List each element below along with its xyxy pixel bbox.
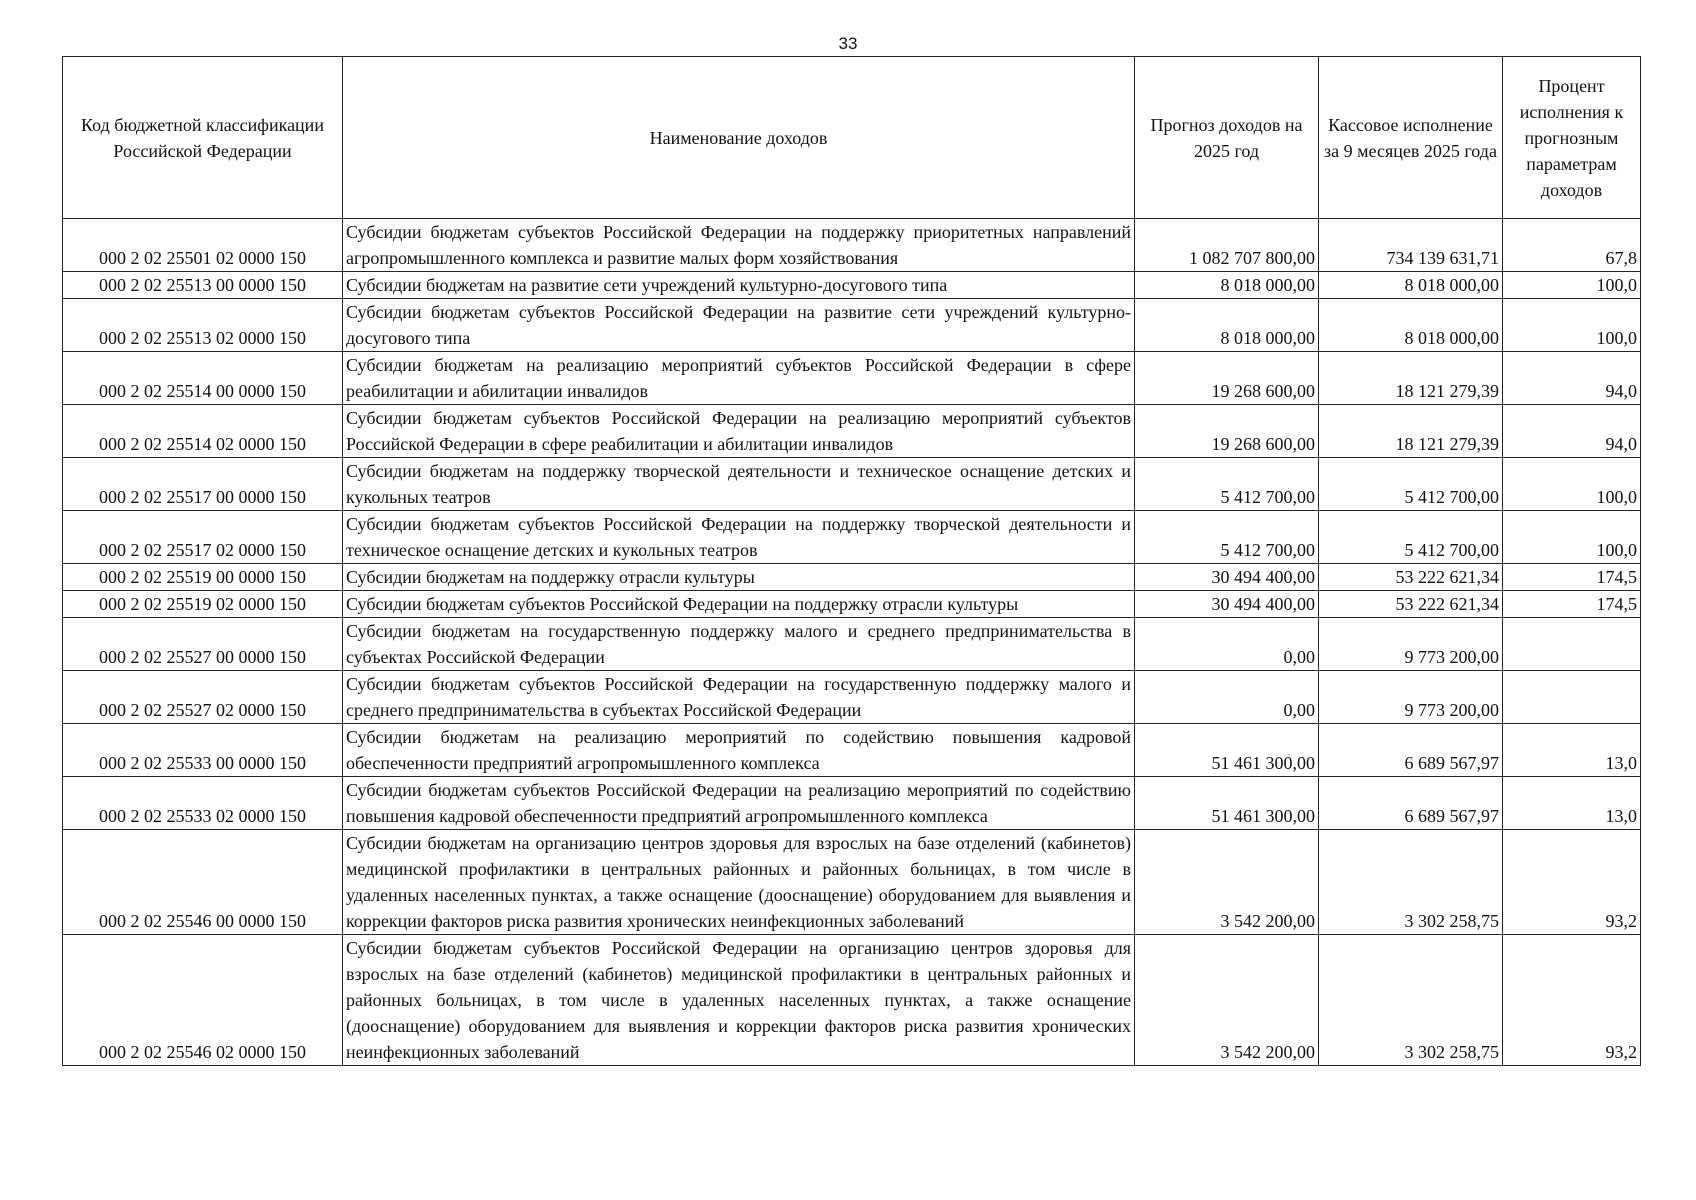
cell-code: 000 2 02 25519 00 0000 150 bbox=[63, 564, 343, 591]
cell-name: Субсидии бюджетам субъектов Российской Федерации на организацию центров здоровья для взрослых на базе отделений (кабинетов) медицинской профилактики в центральных районных и районных больницах, в том числе в удаленных населенных пунктах, а также оснащение (дооснащение) оборудованием для выявления и коррекции факторов риска развития хронических неинфекционных заболеваний bbox=[343, 935, 1135, 1066]
table-row bbox=[63, 564, 1641, 591]
cell-cash: 3 302 258,75 bbox=[1319, 935, 1503, 1066]
income-table bbox=[62, 56, 1641, 1066]
cell-percent: 174,5 bbox=[1503, 591, 1641, 618]
cell-cash: 5 412 700,00 bbox=[1319, 458, 1503, 511]
cell-name: Субсидии бюджетам на поддержку отрасли культуры bbox=[343, 564, 1135, 591]
cell-forecast: 8 018 000,00 bbox=[1135, 299, 1319, 352]
cell-percent: 100,0 bbox=[1503, 299, 1641, 352]
cell-name: Субсидии бюджетам субъектов Российской Федерации на реализацию мероприятий субъектов Российской Федерации в сфере реабилитации и абилитации инвалидов bbox=[343, 405, 1135, 458]
table-row bbox=[63, 219, 1641, 272]
cell-cash: 18 121 279,39 bbox=[1319, 352, 1503, 405]
cell-forecast: 19 268 600,00 bbox=[1135, 352, 1319, 405]
cell-code: 000 2 02 25546 02 0000 150 bbox=[63, 935, 343, 1066]
cell-name: Субсидии бюджетам на развитие сети учреждений культурно-досугового типа bbox=[343, 272, 1135, 299]
page-number: 33 bbox=[838, 34, 858, 53]
cell-code: 000 2 02 25527 02 0000 150 bbox=[63, 671, 343, 724]
table-header-row bbox=[63, 57, 1641, 219]
cell-name: Субсидии бюджетам субъектов Российской Федерации на развитие сети учреждений культурно-досугового типа bbox=[343, 299, 1135, 352]
cell-code: 000 2 02 25533 02 0000 150 bbox=[63, 777, 343, 830]
cell-name: Субсидии бюджетам субъектов Российской Федерации на поддержку отрасли культуры bbox=[343, 591, 1135, 618]
cell-code: 000 2 02 25533 00 0000 150 bbox=[63, 724, 343, 777]
cell-cash: 6 689 567,97 bbox=[1319, 777, 1503, 830]
cell-forecast: 0,00 bbox=[1135, 671, 1319, 724]
header-code: Код бюджетной классификации Российской Федерации bbox=[63, 57, 343, 219]
cell-percent: 94,0 bbox=[1503, 405, 1641, 458]
cell-name: Субсидии бюджетам субъектов Российской Федерации на поддержку приоритетных направлений агропромышленного комплекса и развитие малых форм хозяйствования bbox=[343, 219, 1135, 272]
cell-cash: 8 018 000,00 bbox=[1319, 272, 1503, 299]
cell-forecast: 3 542 200,00 bbox=[1135, 830, 1319, 935]
cell-cash: 8 018 000,00 bbox=[1319, 299, 1503, 352]
cell-cash: 53 222 621,34 bbox=[1319, 591, 1503, 618]
cell-name: Субсидии бюджетам на государственную поддержку малого и среднего предпринимательства в субъектах Российской Федерации bbox=[343, 618, 1135, 671]
table-row bbox=[63, 272, 1641, 299]
cell-percent bbox=[1503, 671, 1641, 724]
table-row bbox=[63, 458, 1641, 511]
cell-code: 000 2 02 25546 00 0000 150 bbox=[63, 830, 343, 935]
table-body bbox=[63, 219, 1641, 1066]
cell-name: Субсидии бюджетам на реализацию мероприятий по содействию повышения кадровой обеспеченности предприятий агропромышленного комплекса bbox=[343, 724, 1135, 777]
cell-forecast: 51 461 300,00 bbox=[1135, 777, 1319, 830]
cell-cash: 734 139 631,71 bbox=[1319, 219, 1503, 272]
cell-code: 000 2 02 25501 02 0000 150 bbox=[63, 219, 343, 272]
cell-name: Субсидии бюджетам субъектов Российской Федерации на поддержку творческой деятельности и техническое оснащение детских и кукольных театров bbox=[343, 511, 1135, 564]
header-name: Наименование доходов bbox=[343, 57, 1135, 219]
cell-code: 000 2 02 25517 02 0000 150 bbox=[63, 511, 343, 564]
cell-percent: 67,8 bbox=[1503, 219, 1641, 272]
table-row bbox=[63, 618, 1641, 671]
table-row bbox=[63, 935, 1641, 1066]
cell-code: 000 2 02 25514 02 0000 150 bbox=[63, 405, 343, 458]
cell-name: Субсидии бюджетам на поддержку творческой деятельности и техническое оснащение детских и кукольных театров bbox=[343, 458, 1135, 511]
cell-forecast: 0,00 bbox=[1135, 618, 1319, 671]
cell-forecast: 51 461 300,00 bbox=[1135, 724, 1319, 777]
cell-forecast: 8 018 000,00 bbox=[1135, 272, 1319, 299]
cell-code: 000 2 02 25517 00 0000 150 bbox=[63, 458, 343, 511]
table-row bbox=[63, 724, 1641, 777]
table-row bbox=[63, 511, 1641, 564]
header-percent: Процент исполнения к прогнозным параметрам доходов bbox=[1503, 57, 1641, 219]
table-row bbox=[63, 591, 1641, 618]
cell-cash: 9 773 200,00 bbox=[1319, 671, 1503, 724]
cell-cash: 18 121 279,39 bbox=[1319, 405, 1503, 458]
header-cash: Кассовое исполнение за 9 месяцев 2025 года bbox=[1319, 57, 1503, 219]
cell-name: Субсидии бюджетам субъектов Российской Федерации на реализацию мероприятий по содействию повышения кадровой обеспеченности предприятий агропромышленного комплекса bbox=[343, 777, 1135, 830]
cell-name: Субсидии бюджетам на организацию центров здоровья для взрослых на базе отделений (кабинетов) медицинской профилактики в центральных районных и районных больницах, в том числе в удаленных населенных пунктах, а также оснащение (дооснащение) оборудованием для выявления и коррекции факторов риска развития хронических неинфекционных заболеваний bbox=[343, 830, 1135, 935]
table-row bbox=[63, 299, 1641, 352]
table-row bbox=[63, 777, 1641, 830]
cell-percent: 93,2 bbox=[1503, 830, 1641, 935]
cell-forecast: 3 542 200,00 bbox=[1135, 935, 1319, 1066]
cell-code: 000 2 02 25527 00 0000 150 bbox=[63, 618, 343, 671]
table-row bbox=[63, 830, 1641, 935]
cell-percent: 94,0 bbox=[1503, 352, 1641, 405]
cell-forecast: 30 494 400,00 bbox=[1135, 591, 1319, 618]
table-row bbox=[63, 405, 1641, 458]
cell-percent: 13,0 bbox=[1503, 777, 1641, 830]
header-forecast: Прогноз доходов на 2025 год bbox=[1135, 57, 1319, 219]
cell-percent: 100,0 bbox=[1503, 458, 1641, 511]
table-row bbox=[63, 671, 1641, 724]
cell-percent bbox=[1503, 618, 1641, 671]
cell-forecast: 19 268 600,00 bbox=[1135, 405, 1319, 458]
cell-cash: 9 773 200,00 bbox=[1319, 618, 1503, 671]
cell-percent: 93,2 bbox=[1503, 935, 1641, 1066]
cell-code: 000 2 02 25513 00 0000 150 bbox=[63, 272, 343, 299]
cell-forecast: 1 082 707 800,00 bbox=[1135, 219, 1319, 272]
cell-percent: 174,5 bbox=[1503, 564, 1641, 591]
cell-cash: 3 302 258,75 bbox=[1319, 830, 1503, 935]
table-row bbox=[63, 352, 1641, 405]
cell-percent: 100,0 bbox=[1503, 511, 1641, 564]
cell-forecast: 30 494 400,00 bbox=[1135, 564, 1319, 591]
cell-percent: 100,0 bbox=[1503, 272, 1641, 299]
cell-cash: 5 412 700,00 bbox=[1319, 511, 1503, 564]
cell-forecast: 5 412 700,00 bbox=[1135, 458, 1319, 511]
cell-name: Субсидии бюджетам субъектов Российской Федерации на государственную поддержку малого и среднего предпринимательства в субъектах Российской Федерации bbox=[343, 671, 1135, 724]
cell-code: 000 2 02 25519 02 0000 150 bbox=[63, 591, 343, 618]
cell-percent: 13,0 bbox=[1503, 724, 1641, 777]
cell-name: Субсидии бюджетам на реализацию мероприятий субъектов Российской Федерации в сфере реабилитации и абилитации инвалидов bbox=[343, 352, 1135, 405]
cell-code: 000 2 02 25514 00 0000 150 bbox=[63, 352, 343, 405]
cell-code: 000 2 02 25513 02 0000 150 bbox=[63, 299, 343, 352]
cell-cash: 53 222 621,34 bbox=[1319, 564, 1503, 591]
cell-forecast: 5 412 700,00 bbox=[1135, 511, 1319, 564]
cell-cash: 6 689 567,97 bbox=[1319, 724, 1503, 777]
